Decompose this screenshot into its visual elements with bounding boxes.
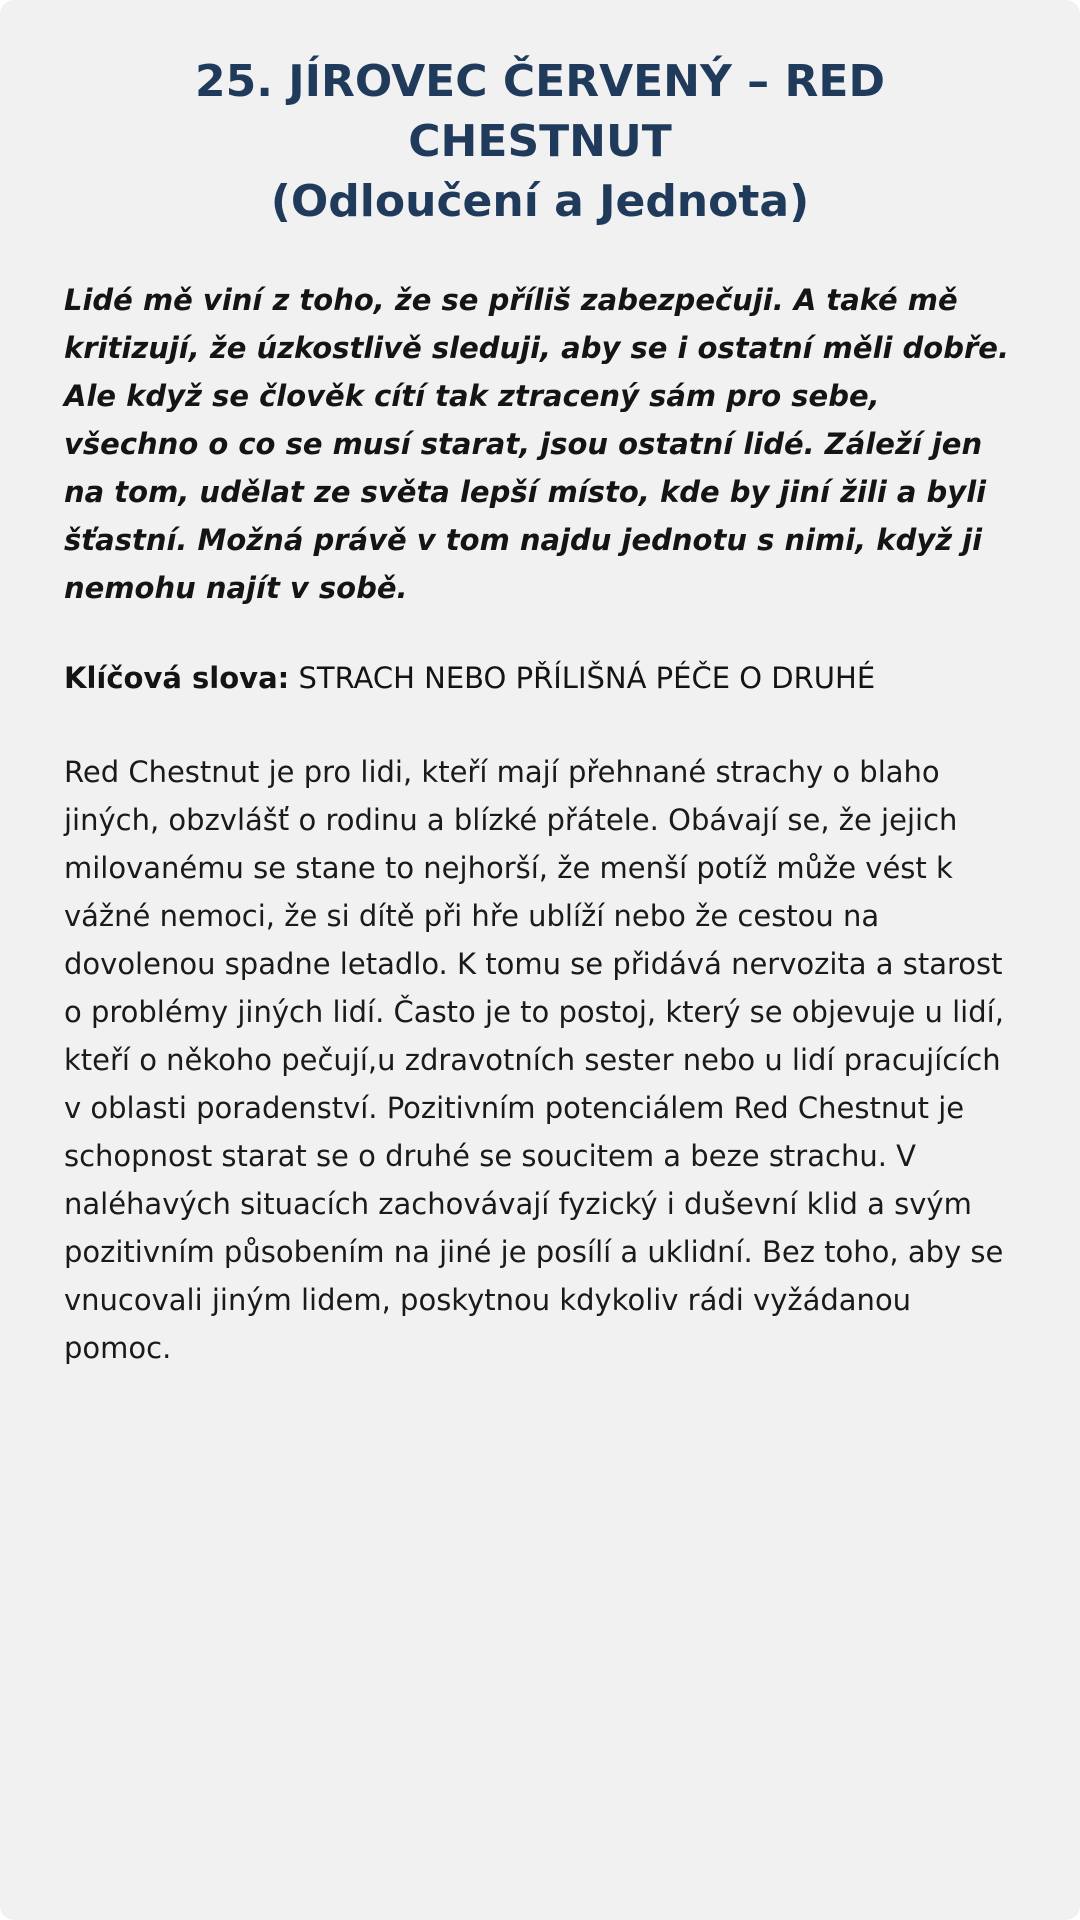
keywords-line (64, 654, 1016, 702)
page-title (64, 52, 1016, 232)
title-main: 25. JÍROVEC ČERVENÝ – RED CHESTNUT (195, 56, 885, 167)
description-paragraph: Red Chestnut je pro lidi, kteří mají přehnané strachy o blaho jiných, obzvlášť o rodinu a blízké přátele. Obávají se, že jejich milovanému se stane to nejhorší, že menší potíž může vést k vážné nemoci, že si dítě při hře ublíží nebo že cestou na dovolenou spadne letadlo. K tomu se přidává nervozita a starost o problémy jiných lidí. Často je to postoj, který se objevuje u lidí, kteří o někoho pečují,u zdravotních sester nebo u lidí pracujících v oblasti poradenství. Pozitivním potenciálem Red Chestnut je schopnost starat se o druhé se soucitem a beze strachu. V naléhavých situacích zachovávají fyzický i duševní klid a svým pozitivním působením na jiné je posílí a uklidní. Bez toho, aby se vnucovali jiným lidem, poskytnou kdykoliv rádi vyžádanou pomoc. (64, 755, 1004, 1365)
title-subtitle: (Odloučení a Jednota) (270, 176, 810, 227)
keywords-value: STRACH NEBO PŘÍLIŠNÁ PÉČE O DRUHÉ (298, 661, 876, 695)
keywords-label: Klíčová slova: (64, 661, 290, 695)
quote-paragraph: Lidé mě viní z toho, že se příliš zabezpečuji. A také mě kritizují, že úzkostlivě sleduji, aby se i ostatní měli dobře. Ale když se člověk cítí tak ztracený sám pro sebe, všechno o co se musí starat, jsou ostatní lidé. Záleží jen na tom, udělat ze světa lepší místo, kde by jiní žili a byli šťastní. Možná právě v tom najdu jednotu s nimi, když ji nemohu najít v sobě. (64, 283, 1009, 605)
